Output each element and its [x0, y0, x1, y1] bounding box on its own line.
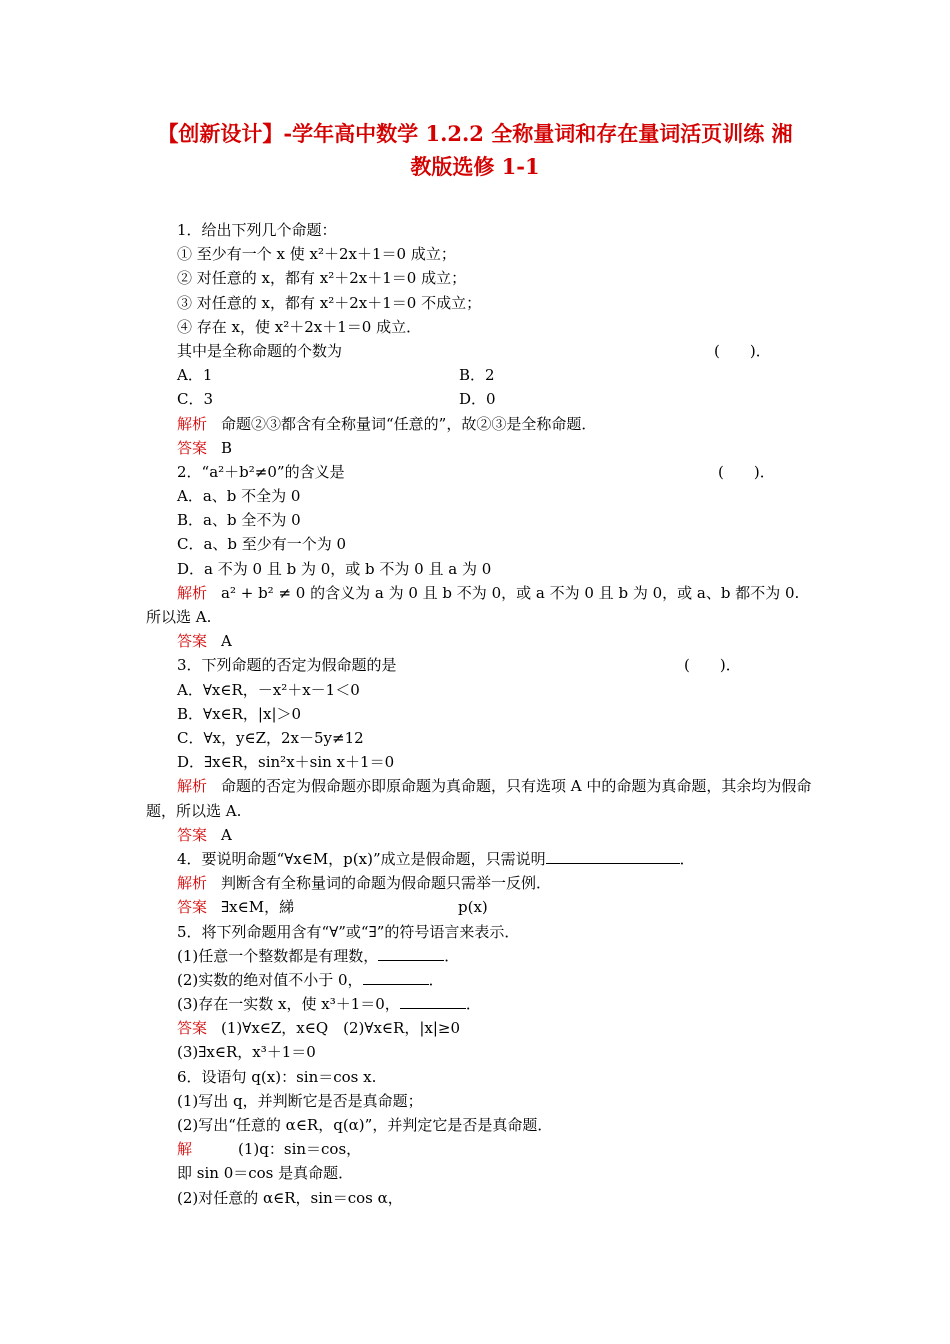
q1-proposition-2: ② 对任意的 x，都有 x²＋2x＋1＝0 成立； [177, 269, 467, 288]
document-title [120, 117, 830, 183]
q1-analysis [146, 412, 814, 436]
q1-proposition-1: ① 至少有一个 x 使 x²＋2x＋1＝0 成立； [177, 245, 456, 264]
q5-blank-2 [363, 968, 429, 985]
q1-ask: 其中是全称命题的个数为 [177, 341, 343, 360]
q3-answer [146, 823, 814, 847]
q1-option-a: A．1 [177, 366, 213, 385]
q6-solution-line-3: (2)对任意的 α∈R，sin＝cos α， [177, 1188, 403, 1207]
q6-solution [146, 1137, 814, 1161]
q1-options-row-2 [146, 387, 814, 411]
q2-analysis-text: a² + b² ≠ 0 的含义为 a 为 0 且 b 不为 0，或 a 不为 0 且 b 为 0，或 a、b 都不为 0.所以选 A. [146, 583, 800, 627]
q2-analysis-label: 解析 [177, 583, 208, 602]
q3-analysis-label: 解析 [177, 777, 208, 796]
q3-answer-paren: ( )． [684, 656, 741, 675]
q1-options-row-1 [146, 363, 814, 387]
q4-question [146, 847, 814, 871]
q5-answer-label: 答案 [177, 1019, 208, 1038]
q3-option-b: B．∀x∈R，|x|＞0 [177, 704, 302, 723]
q2-question [146, 460, 814, 484]
q5-answer-line-1: (1)∀x∈Z，x∈Q (2)∀x∈R，|x|≥0 [221, 1019, 460, 1038]
q2-option-b: B．a、b 全不为 0 [177, 511, 301, 530]
q2-option-d: D．a 不为 0 且 b 为 0，或 b 不为 0 且 a 为 0 [177, 559, 492, 578]
q2-stem: 2．“a²＋b²≠0”的含义是 [177, 462, 345, 481]
q2-answer-paren: ( )． [718, 462, 775, 481]
q5-statement-3 [146, 992, 814, 1016]
q1-analysis-label: 解析 [177, 414, 208, 433]
q6-solution-line-2: 即 sin 0＝cos 是真命题． [177, 1164, 354, 1183]
q3-option-c: C．∀x，y∈Z，2x－5y≠12 [177, 728, 364, 747]
q1-analysis-text: 命题②③都含有全称量词“任意的”，故②③是全称命题． [221, 414, 597, 433]
q1-answer-paren: ( )． [714, 341, 771, 360]
q5-blank-1 [378, 944, 444, 961]
title-line-1: 【创新设计】-学年高中数学 1.2.2 全称量词和存在量词活页训练 湘 [157, 121, 793, 146]
q3-option-d: D．∃x∈R，sin²x＋sin x＋1＝0 [177, 753, 395, 772]
q3-answer-label: 答案 [177, 825, 208, 844]
exercise-content [146, 218, 814, 1210]
q3-stem: 3．下列命题的否定为假命题的是 [177, 656, 397, 675]
q6-stem: 6．设语句 q(x)：sin＝cos x. [177, 1067, 377, 1086]
q3-analysis-text: 命题的否定为假命题亦即原命题为真命题，只有选项 A 中的命题为真命题，其余均为假命题，所以选 A. [146, 777, 812, 820]
q4-stem: 4．要说明命题“∀x∈M，p(x)”成立是假命题，只需说明 [177, 849, 546, 868]
q2-answer-label: 答案 [177, 632, 208, 651]
q5-blank-3 [400, 992, 466, 1009]
q4-answer [146, 895, 814, 919]
q4-analysis-label: 解析 [177, 874, 208, 893]
q1-stem: 1．给出下列几个命题： [177, 221, 337, 239]
q5-statement-2 [146, 968, 814, 992]
q4-analysis-text: 判断含有全称量词的命题为假命题只需举一反例． [221, 874, 552, 893]
q3-question [146, 653, 814, 677]
q5-statement-2-text: (2)实数的绝对值不小于 0， [177, 970, 363, 989]
q1-option-b: B．2 [459, 366, 495, 385]
q1-option-d: D．0 [459, 390, 496, 409]
q4-answer-label: 答案 [177, 898, 208, 917]
q1-proposition-3: ③ 对任意的 x，都有 x²＋2x＋1＝0 不成立； [177, 293, 482, 312]
q5-statement-1-end: ． [444, 946, 460, 965]
q2-answer [146, 629, 814, 653]
q5-answer [146, 1016, 814, 1040]
q5-statement-1-text: (1)任意一个整数都是有理数， [177, 946, 379, 965]
title-line-2: 教版选修 1-1 [410, 154, 540, 179]
q1-option-c: C．3 [177, 390, 214, 409]
q5-statement-3-text: (3)存在一实数 x，使 x³＋1＝0， [177, 995, 400, 1014]
q6-subquestion-2: (2)写出“任意的 α∈R，q(α)”，并判定它是否是真命题． [177, 1116, 553, 1134]
q1-proposition-4: ④ 存在 x，使 x²＋2x＋1＝0 成立． [177, 317, 422, 336]
q4-analysis [146, 871, 814, 895]
q3-option-a: A．∀x∈R，－x²＋x－1＜0 [177, 680, 360, 699]
q4-answer-px: p(x) [458, 898, 488, 917]
q2-answer-text: A [221, 632, 232, 651]
q3-analysis [146, 774, 814, 822]
q1-question [146, 339, 814, 363]
q4-stem-end: ． [679, 849, 695, 868]
q5-statement-3-end: ． [465, 995, 481, 1014]
q2-option-a: A．a、b 不全为 0 [177, 487, 301, 506]
q1-answer-label: 答案 [177, 438, 208, 457]
q1-answer [146, 436, 814, 460]
q2-analysis [146, 581, 814, 629]
q5-statement-2-end: ． [428, 970, 444, 989]
q4-answer-text: ∃x∈M，綈 [221, 898, 295, 917]
q5-statement-1 [146, 944, 814, 968]
q3-answer-text: A [221, 825, 232, 844]
q6-solution-label: 解 [177, 1140, 193, 1159]
q6-subquestion-1: (1)写出 q，并判断它是否是真命题； [177, 1091, 423, 1110]
q1-answer-text: B [221, 438, 233, 457]
q5-stem: 5．将下列命题用含有“∀”或“∃”的符号语言来表示． [177, 922, 520, 941]
q4-fill-blank [546, 847, 680, 864]
q5-answer-line-2: (3)∃x∈R，x³＋1＝0 [177, 1043, 316, 1062]
q2-option-c: C．a、b 至少有一个为 0 [177, 535, 347, 554]
q6-solution-line-1: (1)q：sin＝cos， [238, 1140, 362, 1159]
